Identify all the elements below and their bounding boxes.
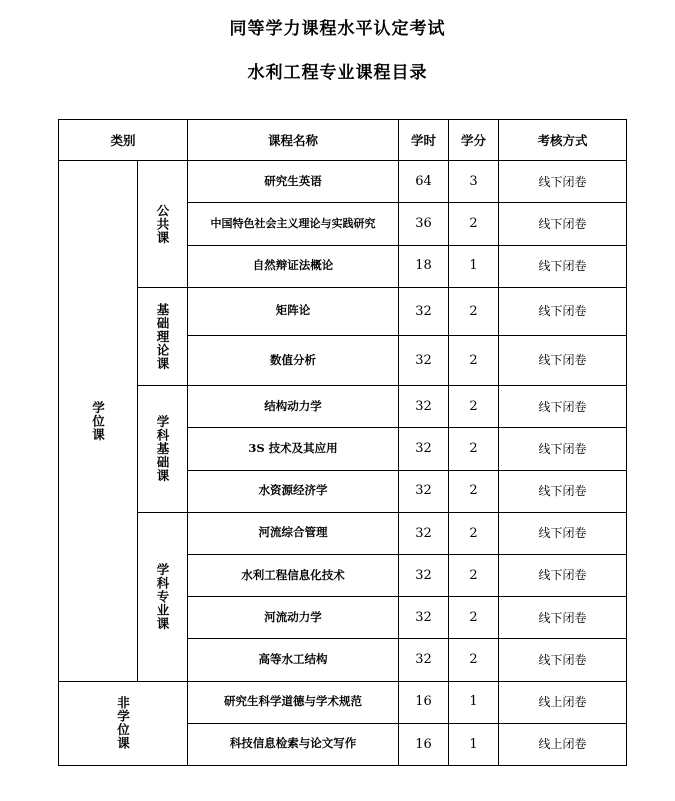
subgroup-subject-major-label: 学科专业课: [155, 562, 170, 631]
course-credits: 2: [449, 203, 499, 245]
course-credits: 2: [449, 335, 499, 385]
subgroup-subject-basic-label: 学科基础课: [155, 415, 170, 483]
course-name: 研究生英语: [188, 161, 399, 203]
course-exam: 线下闭卷: [499, 245, 627, 287]
table-header-row: [59, 120, 627, 161]
header-credits: 学分: [449, 120, 499, 161]
course-exam: 线上闭卷: [499, 723, 627, 765]
course-hours: 32: [399, 597, 449, 639]
course-exam: 线下闭卷: [499, 428, 627, 470]
header-hours: 学时: [399, 120, 449, 161]
course-credits: 3: [449, 161, 499, 203]
subgroup-subject-basic: [138, 386, 188, 513]
course-hours: 16: [399, 723, 449, 765]
course-name: 结构动力学: [188, 386, 399, 428]
course-credits: 2: [449, 597, 499, 639]
course-exam: 线下闭卷: [499, 335, 627, 385]
course-name: 自然辩证法概论: [188, 245, 399, 287]
course-name: 高等水工结构: [188, 639, 399, 681]
subgroup-basic-theory: [138, 287, 188, 385]
header-category: 类别: [59, 120, 188, 161]
course-name: 研究生科学道德与学术规范: [188, 681, 399, 723]
course-name: 河流动力学: [188, 597, 399, 639]
table-row: [59, 161, 627, 203]
group-degree-label: 学位课: [90, 400, 106, 442]
course-exam: 线下闭卷: [499, 554, 627, 596]
course-name: 矩阵论: [188, 287, 399, 335]
table-row: [59, 386, 627, 428]
subgroup-public-label: 公共课: [155, 203, 170, 245]
course-name: 数值分析: [188, 335, 399, 385]
document-subtitle: 水利工程专业课程目录: [247, 63, 428, 83]
document-title: 同等学力课程水平认定考试: [229, 19, 446, 39]
header-course-name: 课程名称: [188, 120, 399, 161]
subgroup-subject-major: [138, 512, 188, 681]
course-exam: 线下闭卷: [499, 512, 627, 554]
course-hours: 32: [399, 386, 449, 428]
course-name: 河流综合管理: [188, 512, 399, 554]
table-row: [59, 287, 627, 335]
course-name: 水资源经济学: [188, 470, 399, 512]
course-exam: 线下闭卷: [499, 639, 627, 681]
course-name: 3S 技术及其应用: [188, 428, 399, 470]
course-hours: 32: [399, 428, 449, 470]
course-exam: 线下闭卷: [499, 470, 627, 512]
course-hours: 32: [399, 470, 449, 512]
course-credits: 2: [449, 639, 499, 681]
course-credits: 1: [449, 681, 499, 723]
course-hours: 16: [399, 681, 449, 723]
course-hours: 32: [399, 639, 449, 681]
course-name: 水利工程信息化技术: [188, 554, 399, 596]
course-hours: 32: [399, 335, 449, 385]
course-credits: 1: [449, 245, 499, 287]
course-name: 中国特色社会主义理论与实践研究: [188, 203, 399, 245]
course-hours: 32: [399, 287, 449, 335]
group-degree: [59, 161, 138, 681]
header-exam-method: 考核方式: [499, 120, 627, 161]
course-credits: 2: [449, 428, 499, 470]
group-non-degree: [59, 681, 188, 766]
course-exam: 线下闭卷: [499, 597, 627, 639]
course-hours: 18: [399, 245, 449, 287]
course-table: [58, 119, 627, 766]
course-credits: 2: [449, 470, 499, 512]
group-non-degree-label: 非学位课: [115, 696, 131, 751]
course-credits: 2: [449, 287, 499, 335]
course-exam: 线下闭卷: [499, 203, 627, 245]
course-exam: 线上闭卷: [499, 681, 627, 723]
course-exam: 线下闭卷: [499, 287, 627, 335]
course-hours: 32: [399, 512, 449, 554]
subgroup-public: [138, 161, 188, 288]
course-hours: 36: [399, 203, 449, 245]
course-hours: 64: [399, 161, 449, 203]
table-row: [59, 681, 627, 723]
course-credits: 2: [449, 554, 499, 596]
subgroup-basic-theory-label: 基础理论课: [155, 302, 170, 371]
course-name: 科技信息检索与论文写作: [188, 723, 399, 765]
course-credits: 2: [449, 512, 499, 554]
course-credits: 2: [449, 386, 499, 428]
course-exam: 线下闭卷: [499, 386, 627, 428]
course-credits: 1: [449, 723, 499, 765]
course-hours: 32: [399, 554, 449, 596]
course-exam: 线下闭卷: [499, 161, 627, 203]
table-row: [59, 512, 627, 554]
